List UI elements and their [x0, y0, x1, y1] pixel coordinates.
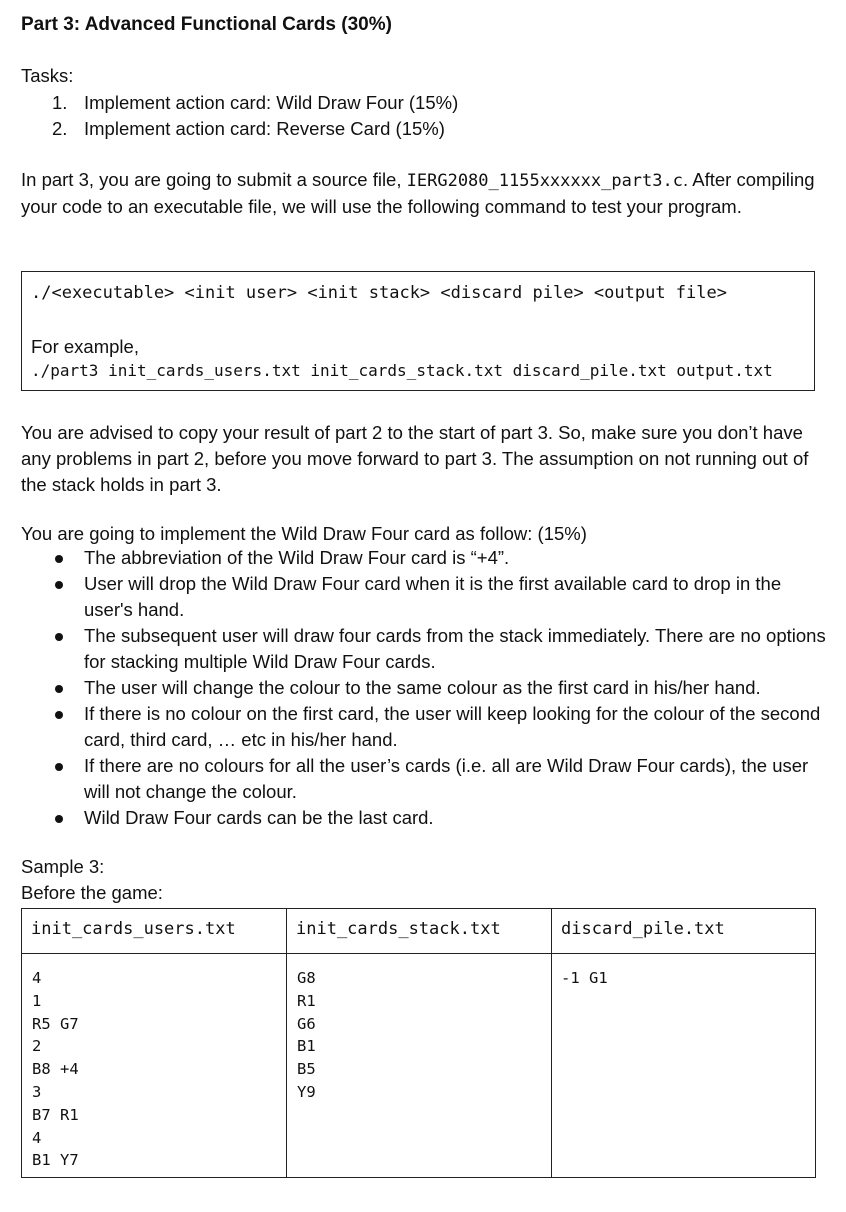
sample-label: Sample 3:: [21, 856, 105, 877]
command-example: ./part3 init_cards_users.txt init_cards_stack.txt discard_pile.txt output.txt: [31, 361, 773, 380]
example-label: For example,: [31, 336, 139, 357]
table-cell: 1: [32, 991, 42, 1010]
bullet-icon: [55, 685, 63, 693]
list-item: [52, 701, 832, 753]
table-cell: 3: [32, 1082, 42, 1101]
list-item: [52, 805, 832, 831]
table-cell: B1: [297, 1037, 316, 1056]
table-divider: [551, 909, 552, 1177]
header-users: init_cards_users.txt: [31, 919, 236, 939]
header-stack: init_cards_stack.txt: [296, 919, 501, 939]
intro-filename: IERG2080_1155xxxxxx_part3.c: [406, 171, 683, 191]
list-item-text: If there is no colour on the first card, the user will keep looking for the colour of the second card, third card, … etc in his/her hand.: [84, 703, 821, 750]
table-cell: 4: [32, 1128, 42, 1147]
command-box: [21, 271, 815, 391]
list-item: [52, 571, 832, 623]
bullet-icon: [55, 711, 63, 719]
table-cell: Y9: [297, 1082, 316, 1101]
table-cell: B7 R1: [32, 1105, 79, 1124]
section-heading: Part 3: Advanced Functional Cards (30%): [21, 14, 392, 35]
list-item: [52, 623, 832, 675]
table-cell: B8 +4: [32, 1060, 79, 1079]
list-item-text: If there are no colours for all the user’s cards (i.e. all are Wild Draw Four cards), the user will not change the colour.: [84, 755, 809, 802]
bullet-icon: [55, 633, 63, 641]
bullet-icon: [55, 815, 63, 823]
intro-suffix: . After compiling your code to an executable file, we will use the following command to test your program.: [21, 169, 815, 217]
list-item-text: The user will change the colour to the same colour as the first card in his/her hand.: [84, 677, 761, 698]
list-item-text: The abbreviation of the Wild Draw Four card is “+4”.: [84, 547, 510, 568]
bullet-icon: [55, 581, 63, 589]
intro-prefix: In part 3, you are going to submit a source file,: [21, 169, 407, 190]
task-number: 2.: [52, 118, 68, 139]
users-column: [32, 967, 79, 1172]
table-cell: 2: [32, 1037, 42, 1056]
table-divider: [22, 953, 815, 954]
list-item: [52, 545, 832, 571]
header-discard: discard_pile.txt: [561, 919, 725, 939]
table-divider: [286, 909, 287, 1177]
table-cell: B1 Y7: [32, 1151, 79, 1170]
wild-intro: You are going to implement the Wild Draw Four card as follow: (15%): [21, 523, 587, 544]
task-number: 1.: [52, 92, 68, 113]
table-cell: G6: [297, 1014, 316, 1033]
intro-paragraph: [21, 167, 821, 220]
table-cell: R1: [297, 991, 316, 1010]
list-item-text: User will drop the Wild Draw Four card when it is the first available card to drop in the user's hand.: [84, 573, 782, 620]
table-cell: B5: [297, 1060, 316, 1079]
table-cell: G8: [297, 969, 316, 987]
sample-table: [21, 908, 816, 1178]
list-item-text: Wild Draw Four cards can be the last card.: [84, 807, 434, 828]
table-cell: -1 G1: [561, 969, 608, 987]
bullet-icon: [55, 763, 63, 771]
task-item: [52, 90, 458, 116]
list-item-text: The subsequent user will draw four cards from the stack immediately. There are no options for stacking multiple Wild Draw Four cards.: [84, 625, 826, 672]
advice-paragraph: You are advised to copy your result of part 2 to the start of part 3. So, make sure you don’t have any problems in part 2, before you move forward to part 3. The assumption on not running out of the stack holds in part 3.: [21, 422, 809, 495]
command-syntax: ./<executable> <init user> <init stack> <discard pile> <output file>: [31, 283, 727, 303]
list-item: [52, 753, 832, 805]
discard-column: [561, 967, 608, 990]
task-item: [52, 116, 458, 142]
bullet-icon: [55, 555, 63, 563]
stack-column: [297, 967, 316, 1104]
list-item: [52, 675, 832, 701]
rules-list: [52, 545, 832, 831]
before-label: Before the game:: [21, 882, 163, 903]
task-list: [52, 90, 458, 142]
task-text: Implement action card: Wild Draw Four (15%): [84, 92, 459, 113]
table-cell: R5 G7: [32, 1014, 79, 1033]
tasks-label: Tasks:: [21, 65, 74, 86]
table-cell: 4: [32, 969, 42, 987]
task-text: Implement action card: Reverse Card (15%): [84, 118, 445, 139]
